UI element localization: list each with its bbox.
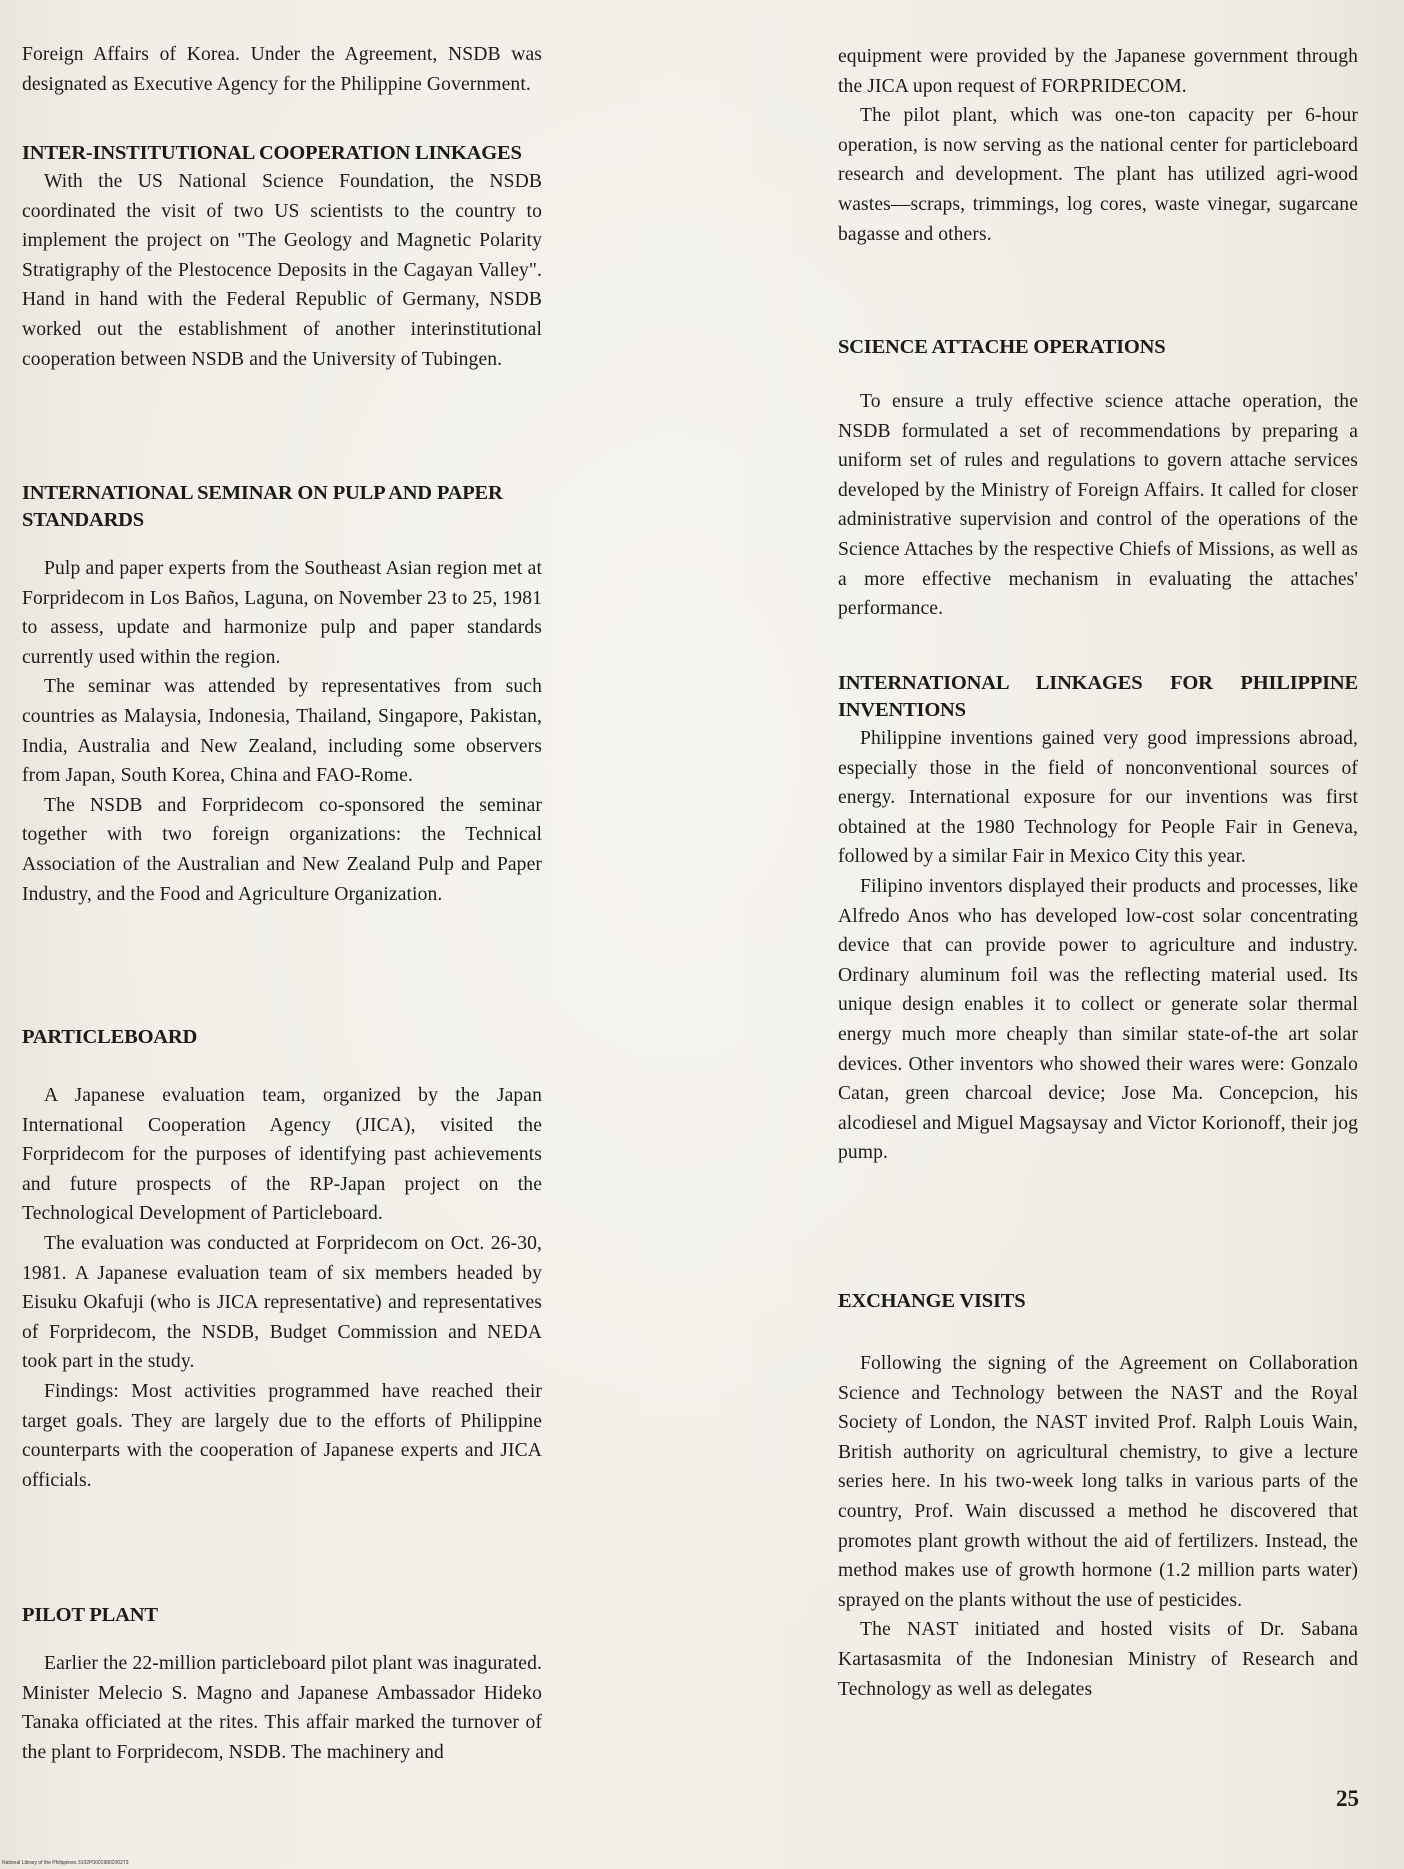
section-heading: PILOT PLANT (22, 1604, 158, 1626)
section-heading: INTER-INSTITUTIONAL COOPERATION LINKAGES (22, 142, 522, 164)
section-inter-institutional (22, 140, 542, 374)
section-heading: INTERNATIONAL SEMINAR ON PULP AND PAPER STANDARDS (22, 482, 503, 531)
paragraph: The NSDB and Forpridecom co-sponsored the seminar together with two foreign organizations: the Technical Association of the Australian and New Zealand Pulp and Paper Industry, and the Food and Agriculture Organization. (22, 794, 542, 905)
section-pilot-plant (22, 1602, 542, 1767)
paragraph: Philippine inventions gained very good impressions abroad, especially those in the field of nonconventional sources of energy. International exposure for our inventions was first obtained at the 1980 Technology for People Fair in Geneva, followed by a similar Fair in Mexico City this year. (838, 728, 1358, 868)
section-particleboard (22, 1024, 542, 1495)
paragraph: A Japanese evaluation team, organized by the Japan International Cooperation Agency (JICA), visited the Forpridecom for the purposes of identifying past achievements and future prospects of the RP-Japan project on the Technological Development of Particleboard. (22, 1085, 542, 1225)
section-heading: SCIENCE ATTACHE OPERATIONS (838, 336, 1166, 358)
paragraph: Following the signing of the Agreement on Collaboration Science and Technology between the NAST and the Royal Society of London, the NAST invited Prof. Ralph Louis Wain, British authority on agricultural chemistry, to give a lecture series here. In his two-week long talks in various parts of the country, Prof. Wain discussed a method he discovered that promotes plant growth without the aid of fertilizers. Instead, the method makes use of growth hormone (1.2 million parts water) sprayed on the plants without the use of pesticides. (838, 1353, 1358, 1611)
section-heading: PARTICLEBOARD (22, 1026, 198, 1048)
paragraph: The NAST initiated and hosted visits of Dr. Sabana Kartasasmita of the Indonesian Ministry of Research and Technology as well as delegates (838, 1619, 1358, 1700)
section-seminar (22, 480, 542, 909)
section-inventions (838, 670, 1358, 1168)
paragraph: With the US National Science Foundation, the NSDB coordinated the visit of two US scientists to the country to implement the project on "The Geology and Magnetic Polarity Stratigraphy of the Plestocence Deposits in the Cagayan Valley". Hand in hand with the Federal Republic of Germany, NSDB worked out the establishment of another interinstitutional cooperation between NSDB and the University of Tubingen. (22, 171, 542, 370)
paragraph: Filipino inventors displayed their products and processes, like Alfredo Anos who has developed low-cost solar concentrating device that can provide power to agriculture and industry. Ordinary aluminum foil was the reflecting material used. Its unique design enables it to collect or generate solar thermal energy much more cheaply than similar state-of-the art solar devices. Other inventors who showed their wares were: Gonzalo Catan, green charcoal device; Jose Ma. Concepcion, his alcodiesel and Miguel Magsaysay and Victor Korionoff, their jog pump. (838, 875, 1358, 1164)
section-heading: INTERNATIONAL LINKAGES FOR PHILIPPINE INVENTIONS (838, 672, 1358, 721)
paragraph: Findings: Most activities programmed have reached their target goals. They are largely due to the efforts of Philippine counterparts with the cooperation of Japanese experts and JICA officials. (22, 1380, 542, 1491)
paragraph: The evaluation was conducted at Forpridecom on Oct. 26-30, 1981. A Japanese evaluation team of six members headed by Eisuku Okafuji (who is JICA representative) and representatives of Forpridecom, the NSDB, Budget Commission and NEDA took part in the study. (22, 1232, 542, 1373)
section-heading: EXCHANGE VISITS (838, 1290, 1026, 1312)
pilot-plant-continuation (838, 42, 1358, 249)
paragraph: To ensure a truly effective science attache operation, the NSDB formulated a set of recommendations by preparing a uniform set of rules and regulations to govern attache services developed by the Ministry of Foreign Affairs. It called for closer administrative supervision and control of the operations of the Science Attaches by the respective Chiefs of Missions, as well as a more effective mechanism in evaluating the attaches' performance. (838, 391, 1358, 620)
paragraph: The pilot plant, which was one-ton capacity per 6-hour operation, is now serving as the national center for particleboard research and development. The plant has utilized agri-wood wastes—scraps, trimmings, log cores, waste vinegar, sugarcane bagasse and others. (838, 105, 1358, 245)
intro-continuation (22, 40, 542, 99)
section-science-attache (838, 334, 1358, 624)
paragraph: Earlier the 22-million particleboard pilot plant was inagurated. Minister Melecio S. Magno and Japanese Ambassador Hideko Tanaka officiated at the rites. This affair marked the turnover of the plant to Forpridecom, NSDB. The machinery and (22, 1653, 542, 1763)
paragraph: Pulp and paper experts from the Southeast Asian region met at Forpridecom in Los Baños, Laguna, on November 23 to 25, 1981 to assess, update and harmonize pulp and paper standards currently used within the region. (22, 558, 542, 668)
paragraph: The seminar was attended by representatives from such countries as Malaysia, Indonesia, Thailand, Singapore, Pakistan, India, Australia and New Zealand, including some observers from Japan, South Korea, China and FAO-Rome. (22, 676, 542, 787)
section-exchange-visits (838, 1288, 1358, 1704)
page-number: 25 (1336, 1786, 1359, 1811)
footer-note: National Library of the Philippines 3102P0001980200273 (2, 1860, 129, 1866)
intro-paragraph: Foreign Affairs of Korea. Under the Agreement, NSDB was designated as Executive Agency for the Philippine Government. (22, 44, 542, 95)
paragraph: equipment were provided by the Japanese government through the JICA upon request of FORPRIDECOM. (838, 46, 1358, 97)
